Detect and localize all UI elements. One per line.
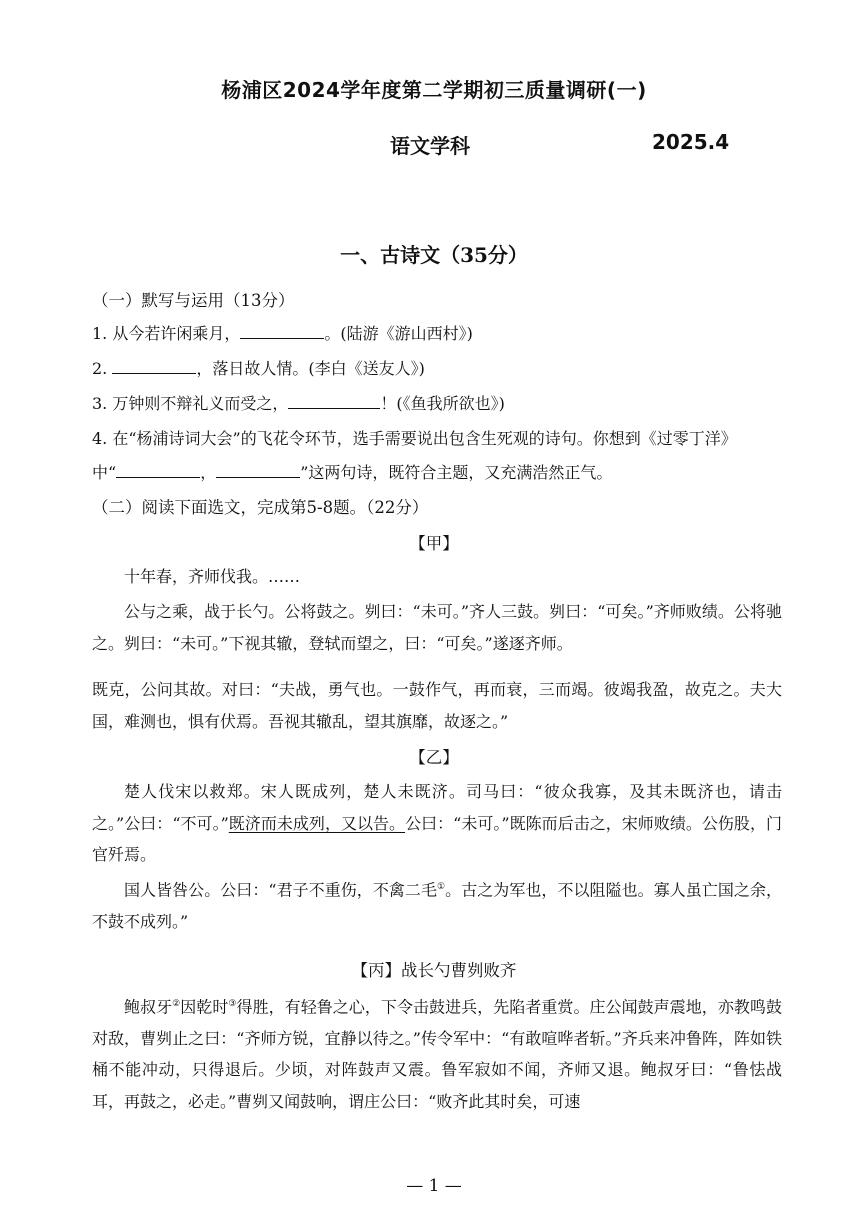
q2-answer-blank[interactable] — [112, 359, 196, 374]
q4-answer-blank-1[interactable] — [116, 463, 200, 478]
q3-text-before: 3. 万钟则不辩礼义而受之， — [92, 394, 289, 413]
yi-p1-underlined-sentence: 既济而未成列，又以告。 — [228, 813, 406, 833]
yi-p1-text-a: 楚人伐宋以救郑。宋人既成列，楚人未既济。司马曰：“彼众我寡，及其未既济也，请击之。”公曰：“不可。” — [92, 782, 782, 833]
q2-text-after: ，落日故人情。(李白《送友人》) — [196, 359, 425, 378]
part1-heading: （一）默写与运用（13分） — [92, 291, 295, 310]
passage-yi-p2 — [92, 872, 782, 937]
passage-jia-p3: 既克，公问其故。对曰：“夫战，勇气也。一鼓作气，再而衰，三而竭。彼竭我盈，故克之。夫大国，难测也，惧有伏焉。吾视其辙乱，望其旗靡，故逐之。” — [92, 680, 782, 731]
passage-jia-p2: 公与之乘，战于长勺。公将鼓之。刿曰：“未可。”齐人三鼓。刿曰：“可矣。”齐师败绩。公将驰之。刿曰：“未可。”下视其辙，登轼而望之，曰：“可矣。”遂逐齐师。 — [92, 602, 782, 653]
section-title: 一、古诗文（35分） — [340, 243, 528, 267]
exam-subject: 语文学科 — [390, 134, 470, 158]
q1-text-before: 1. 从今若许闲乘月， — [92, 324, 241, 343]
footnote-marker-2: ② — [172, 999, 181, 1009]
passage-bing-p1 — [92, 989, 782, 1117]
part2-heading: （二）阅读下面选文，完成第5-8题。（22分） — [92, 498, 429, 517]
q2-text-before: 2. — [92, 359, 113, 378]
page-number: — 1 — — [406, 1176, 462, 1196]
passage-jia-p1: 十年春，齐师伐我。…… — [124, 567, 301, 586]
q1-answer-blank[interactable] — [240, 324, 324, 339]
footnote-marker-3: ③ — [228, 999, 237, 1009]
exam-title: 杨浦区2024学年度第二学期初三质量调研(一) — [221, 78, 647, 102]
bing-p1-text-a: 鲍叔牙 — [124, 997, 173, 1017]
yi-p1-text-b: 公曰：“未可。”既陈而后击之，宋师败绩。公伤股，门官歼焉。 — [92, 813, 782, 864]
passage-yi-label: 【乙】 — [409, 748, 459, 767]
passage-jia-label: 【甲】 — [409, 534, 459, 553]
yi-p2-text-a: 国人皆咎公。公曰：“君子不重伤，不禽二毛 — [124, 880, 438, 900]
bing-p1-text-b: 因乾时 — [180, 997, 229, 1017]
question-4-line2 — [92, 460, 612, 483]
bing-p1-text-c: 得胜，有轻鲁之心，下令击鼓进兵，先陷者重赏。庄公闻鼓声震地，亦教鸣鼓对敌，曹刿止之曰：“齐师方锐，宜静以待之。”传令军中：“有敢喧哗者斩。”齐兵来冲鲁阵，阵如铁桶不能冲动，只得退后。少顷，对阵鼓声又震。鲁军寂如不闻，齐师又退。鲍叔牙曰：“鲁怯战耳，再鼓之，必走。”曹刿又闻鼓响，谓庄公曰：“败齐此其时矣，可速 — [92, 997, 782, 1111]
q1-text-after: 。(陆游《游山西村》) — [324, 324, 473, 343]
q4-text-b: ， — [200, 463, 217, 482]
q3-answer-blank[interactable] — [288, 394, 380, 409]
yi-p2-text-b: 。古之为军也，不以阻隘也。寡人虽亡国之余，不鼓不成列。” — [92, 880, 782, 931]
q3-text-after: ！(《鱼我所欲也》) — [380, 394, 505, 413]
q4-answer-blank-2[interactable] — [216, 463, 300, 478]
q4-text-a: 中“ — [92, 463, 117, 482]
question-2 — [92, 356, 425, 379]
question-4-line1: 4. 在“杨浦诗词大会”的飞花令环节，选手需要说出包含生死观的诗句。你想到《过零丁洋》 — [92, 429, 737, 448]
footnote-marker-1: ① — [437, 882, 446, 892]
question-3 — [92, 391, 505, 414]
passage-yi-p1 — [92, 776, 782, 871]
exam-date: 2025.4 — [652, 130, 730, 154]
passage-bing-label: 【丙】战长勺曹刿败齐 — [351, 961, 517, 980]
q4-text-c: ”这两句诗，既符合主题，又充满浩然正气。 — [300, 463, 613, 482]
question-1 — [92, 321, 473, 344]
